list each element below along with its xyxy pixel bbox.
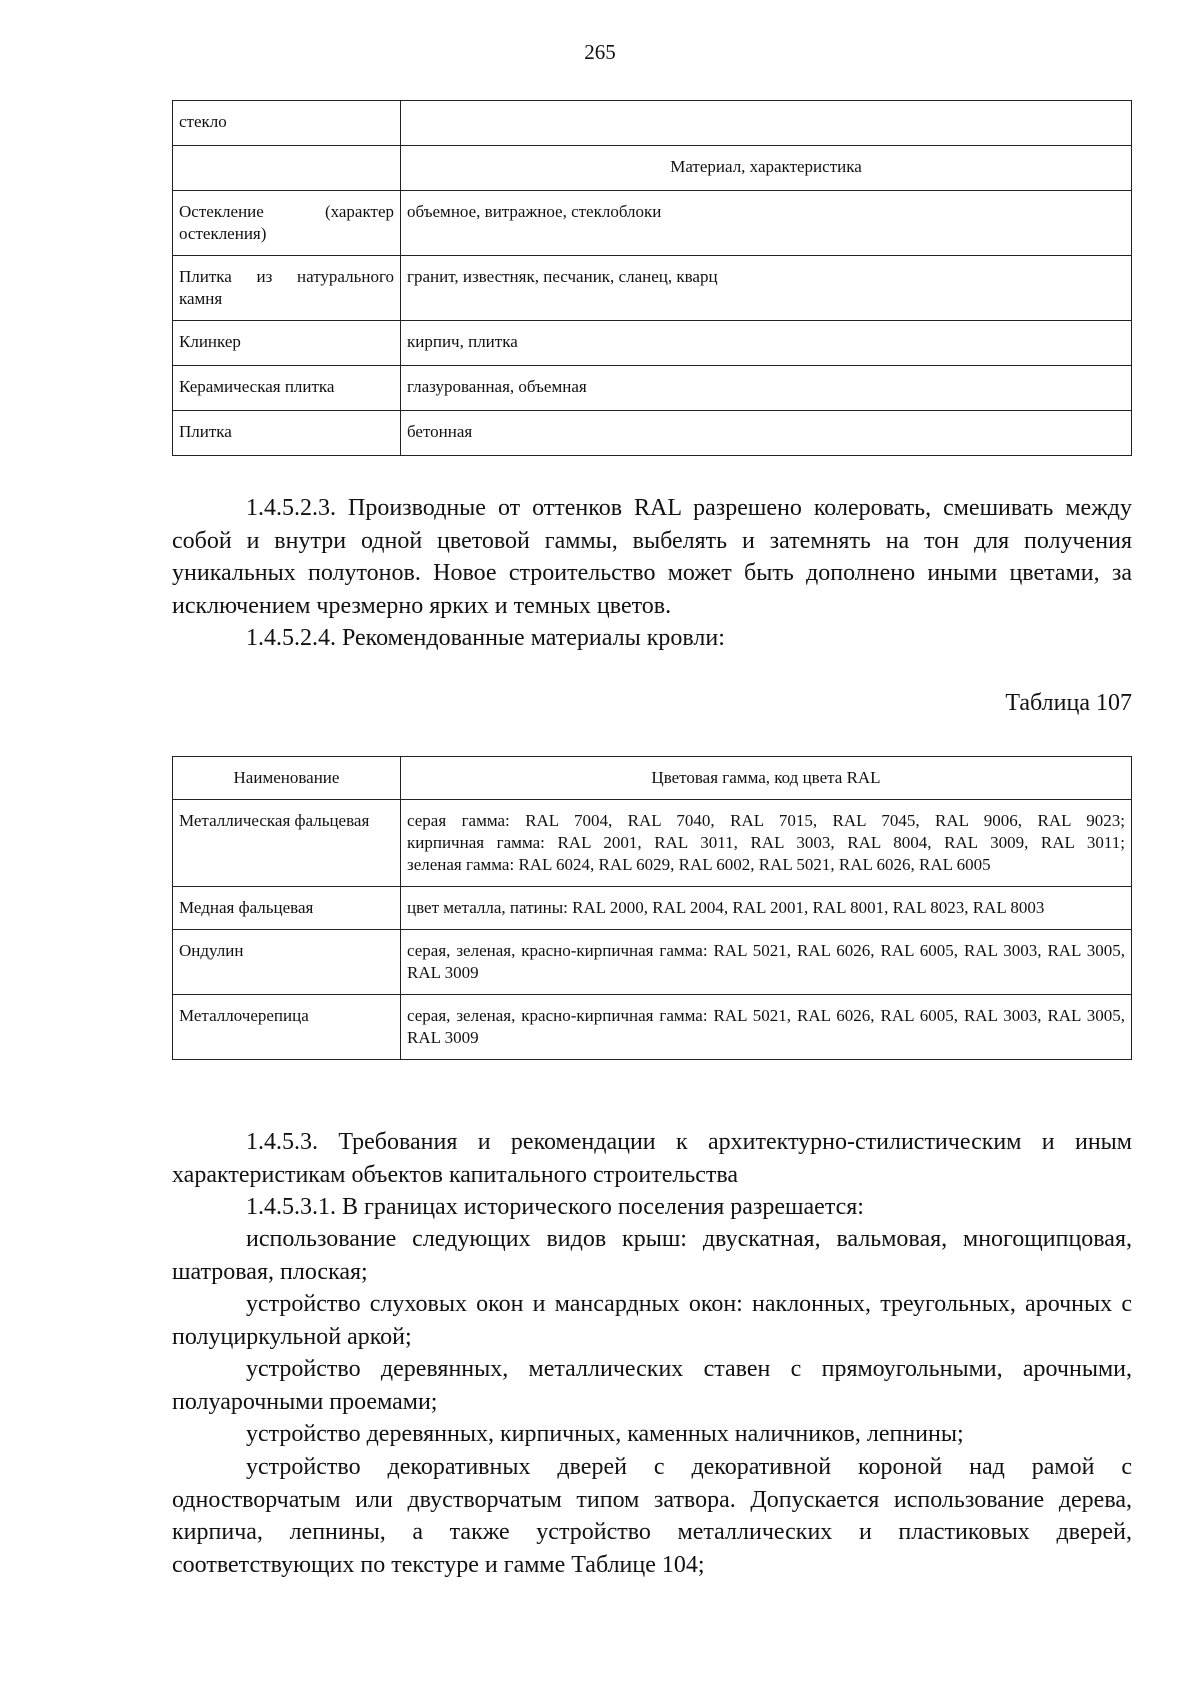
row-value: цвет металла, патины: RAL 2000, RAL 2004, RAL 2001, RAL 8001, RAL 8023, RAL 8003 (401, 887, 1132, 930)
row-name: Металлическая фальцевая (173, 800, 401, 887)
row-value: объемное, витражное, стеклоблоки (401, 191, 1132, 256)
paragraph-roof-types: использование следующих видов крыш: двускатная, вальмовая, многощипцовая, шатровая, плоская; (172, 1226, 1132, 1285)
table-row (173, 995, 1132, 1060)
table-header-row (173, 757, 1132, 800)
column-header: Материал, характеристика (401, 146, 1132, 191)
table-cell (173, 146, 401, 191)
table-row (173, 930, 1132, 995)
row-name: Металлочерепица (173, 995, 401, 1060)
row-value (401, 800, 1132, 887)
paragraph-1-4-5-3: 1.4.5.3. Требования и рекомендации к архитектурно-стилистическим и иным характеристикам объектов капитального строительства (172, 1129, 1132, 1188)
page-number: 265 (584, 40, 616, 64)
column-header: Наименование (173, 757, 401, 800)
row-name: Клинкер (173, 321, 401, 366)
table-row (173, 800, 1132, 887)
table-row (173, 411, 1132, 456)
value-line: серая гамма: RAL 7004, RAL 7040, RAL 7015, RAL 7045, RAL 9006, RAL 9023; (407, 811, 1125, 830)
table-row (173, 101, 1132, 146)
row-value: бетонная (401, 411, 1132, 456)
table-row (173, 191, 1132, 256)
paragraph-doors: устройство декоративных дверей с декоративной короной над рамой с одностворчатым или двустворчатым типом затвора. Допускается использование дерева, кирпича, лепнины, а также устройство металлических и пластиковых дверей, соответствующих по текстуре и гамме Таблице 104; (172, 1454, 1132, 1578)
paragraph-shutters: устройство деревянных, металлических ставен с прямоугольными, арочными, полуарочными проемами; (172, 1356, 1132, 1415)
row-name: Медная фальцевая (173, 887, 401, 930)
paragraph-1-4-5-2-4: 1.4.5.2.4. Рекомендованные материалы кровли: (246, 625, 725, 651)
value-line: кирпичная гамма: RAL 2001, RAL 3011, RAL 3003, RAL 8004, RAL 3009, RAL 3011; (407, 833, 1125, 852)
column-header: Цветовая гамма, код цвета RAL (401, 757, 1132, 800)
paragraph-1-4-5-3-1: 1.4.5.3.1. В границах исторического поселения разрешается: (246, 1194, 864, 1220)
table-cell: стекло (173, 101, 401, 146)
row-name: Остекление (характер остекления) (173, 191, 401, 256)
table-row (173, 146, 1132, 191)
table-caption: Таблица 107 (1005, 690, 1132, 716)
table-row (173, 321, 1132, 366)
row-name: Плитка из натурального камня (173, 256, 401, 321)
paragraph-1-4-5-2-3: 1.4.5.2.3. Производные от оттенков RAL разрешено колеровать, смешивать между собой и внутри одной цветовой гаммы, выбелять и затемнять на тон для получения уникальных полутонов. Новое строительство может быть дополнено иными цветами, за исключением чрезмерно ярких и темных цветов. (172, 495, 1132, 619)
row-name: Ондулин (173, 930, 401, 995)
roof-materials-table (172, 756, 1132, 1060)
row-name: Плитка (173, 411, 401, 456)
row-value: серая, зеленая, красно-кирпичная гамма: RAL 5021, RAL 6026, RAL 6005, RAL 3003, RAL 3005, RAL 3009 (401, 995, 1132, 1060)
materials-table (172, 100, 1132, 456)
row-value: гранит, известняк, песчаник, сланец, кварц (401, 256, 1132, 321)
row-value: серая, зеленая, красно-кирпичная гамма: RAL 5021, RAL 6026, RAL 6005, RAL 3003, RAL 3005, RAL 3009 (401, 930, 1132, 995)
row-name: Керамическая плитка (173, 366, 401, 411)
table-row (173, 366, 1132, 411)
paragraph-dormer-windows: устройство слуховых окон и мансардных окон: наклонных, треугольных, арочных с полуциркульной аркой; (172, 1291, 1132, 1350)
table-row (173, 256, 1132, 321)
row-value: глазурованная, объемная (401, 366, 1132, 411)
value-line: зеленая гамма: RAL 6024, RAL 6029, RAL 6002, RAL 5021, RAL 6026, RAL 6005 (407, 855, 991, 874)
table-row (173, 887, 1132, 930)
table-cell (401, 101, 1132, 146)
paragraph-platbands: устройство деревянных, кирпичных, каменных наличников, лепнины; (246, 1421, 964, 1447)
row-value: кирпич, плитка (401, 321, 1132, 366)
